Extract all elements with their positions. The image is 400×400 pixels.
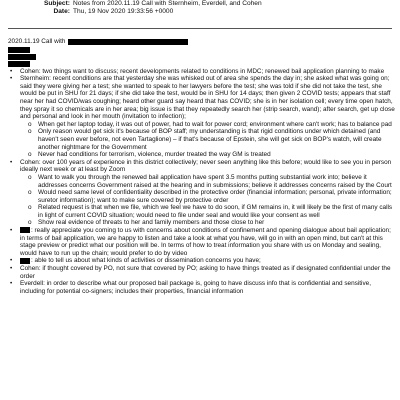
email-header [8, 0, 392, 16]
bullet-text: Cohen: two things want to discuss; recent developments related to conditions in MDC; renewed bail application planning to make [20, 67, 385, 75]
bullet-text: : really appreciate you coming to us with concerns about conditions of confinement and opening dialogue about bail application; in terms of bail application, we are happy to listen and take a look at what you have, will go in with an open mind, but can't at this stage preview or predict what our position will be. In terms of how to treat information you share with us on Monday and sealing, would have to run up the chain; would prefer to do by video [20, 227, 391, 257]
bullet-text: Cohen: if thought covered by PO, not sure that covered by PO; asking to have things treated as if designated confidential under the order [20, 265, 391, 280]
sub-bullet-text: Would need same level of confidentiality described in the protective order (financial information; personal, private information; suretor information); want to make sure covered by protective order [38, 189, 392, 204]
subject-label: Subject: [43, 0, 70, 7]
call-title-line [8, 38, 396, 46]
sub-list-item [20, 219, 396, 227]
sub-list-item [20, 128, 396, 151]
list-item [8, 227, 396, 257]
sub-list-item [20, 151, 396, 159]
subject-value: Notes from 2020.11.19 Call with Sternheim, Everdell, and Cohen [73, 0, 262, 7]
redaction-block [8, 47, 30, 53]
bullet-text: Cohen: over 100 years of experience in this district collectively; never seen anything like this before; would like to see you in person ideally next week or at least by Zoom [20, 158, 392, 174]
redaction-block [20, 227, 30, 233]
sub-list-item [20, 189, 396, 204]
list-item [8, 265, 396, 280]
call-title: 2020.11.19 Call with [8, 38, 66, 45]
list-item [8, 257, 396, 265]
date-row [8, 8, 392, 16]
sub-list-item [20, 204, 396, 219]
sub-list-item [20, 121, 396, 129]
sub-bullet-text: Want to walk you through the renewed bail application have spent 3.5 months putting substantial work into; believe it addresses concerns Government raised at the hearing and in submissions; believe it addresses concerns raised by the Court [38, 173, 392, 189]
header-divider [8, 28, 392, 29]
sub-list [20, 121, 396, 159]
date-label: Date: [53, 7, 70, 15]
redaction-block [8, 61, 30, 67]
bullet-text: Everdell: in order to describe what our proposed bail package is, going to have discuss info that is confidential and sensitive, including for potential co-signers; includes their properties, financial information [20, 280, 371, 295]
sub-bullet-text: Only reason would get sick it's because of BOP staff; my understanding is that rigid conditions under which detained (and haven't seen ever before, not even Tartaglione) – if that's because of Epstein, she will get sick on BOP's watch, will create another nightmare for the Government [38, 128, 382, 151]
bullet-text: : able to tell us about what kinds of activities or dissemination concerns you have; [31, 257, 261, 265]
redaction-block [20, 258, 30, 264]
list-item [8, 68, 396, 76]
redaction-block [68, 39, 188, 45]
sub-bullet-text: When get her laptop today, it was out of power, had to wait for power cord; environment where can't work; has to balance pad [38, 120, 392, 128]
subject-row [8, 0, 392, 8]
sub-list-item [20, 174, 396, 189]
notes-list [8, 68, 396, 296]
list-item [8, 159, 396, 227]
sub-list [20, 174, 396, 227]
date-value: Thu, 19 Nov 2020 19:33:56 +0000 [73, 7, 174, 15]
redaction-block [8, 54, 36, 60]
email-body [8, 38, 396, 295]
list-item [8, 280, 396, 295]
bullet-text: Sternheim: recent conditions are that yesterday she was whisked out of area she spends the day in; she asked what was going on; said they were giving her a test; she wanted to speak to her lawyers before the test; she was told if she did not take the test, she would be put in SHU for 21 days; if she did take the test, would be in SHU for 14 days; then given 2 COVID tests; appears that staff near her had COVID/was coughing; heard other guard say heard that has COVID; she is in her isolation cell; every time open hatch, they spray it so chemicals are in her area; big issue is that they repeatedly search her (strip search, wand); after search, get up close and personal and look in her mouth (invitation to infection); [20, 75, 395, 121]
list-item [8, 75, 396, 159]
sub-bullet-text: Related request is that when we file, which we feel we have to do soon, if GM remains in, it will likely be the first of many calls in light of current COVID situation; would need to file under seal and would like your consent as well [38, 204, 393, 219]
sub-bullet-text: Never had conditions for terrorism, violence, murder treated the way GM is treated [38, 151, 271, 159]
sub-bullet-text: Show real evidence of threats to her and family members and those close to her [38, 219, 265, 227]
